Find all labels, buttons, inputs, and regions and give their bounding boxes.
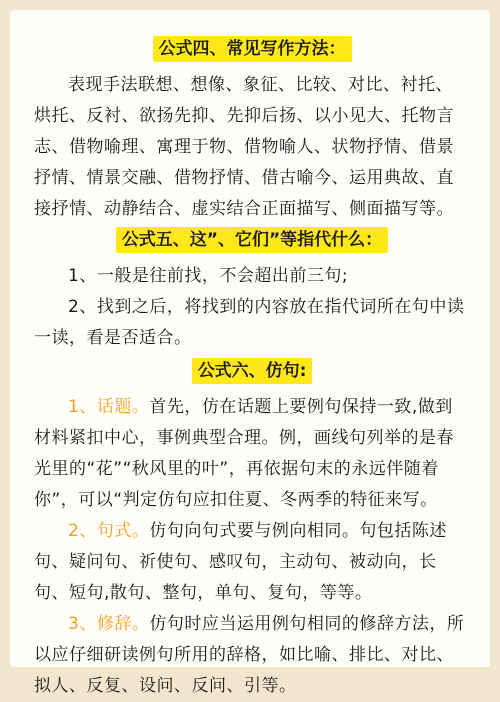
section5-item-1: 1、一般是往前找，不会超出前三句; — [68, 266, 349, 286]
section6-item-3 — [34, 609, 470, 702]
section6-item-3-text: 仿句时应当运用例句相同的修辞方法，所以应仔细研读例句所用的辞格，如比喻、排比、对比、拟人、反复、设问、反问、引等。 — [34, 614, 465, 696]
section4-heading: 公式四、常见写作方法： — [153, 36, 352, 62]
section6-heading-wrap — [34, 358, 470, 388]
section4-heading-wrap — [34, 36, 470, 66]
section5-item-2: 2、找到之后，将找到的内容放在指代词所在句中读一读，看是否适合。 — [34, 297, 465, 348]
document-page — [10, 10, 490, 696]
section6-item-2-text: 仿句向句式要与例向相同。句包括陈述句、疑问句、祈使句、感叹句，主动句、被动向，长句、短句,散句、整句，单句、复句，等等。 — [34, 521, 447, 603]
section5-heading-wrap — [34, 227, 470, 257]
section6-heading: 公式六、仿句: — [192, 358, 313, 384]
section6-item-2 — [34, 516, 470, 609]
section6-item-3-label: 3、修辞。 — [68, 614, 150, 634]
section5-heading: 公式五、这”、它们”等指代什么： — [116, 227, 388, 253]
section4-body: 表现手法联想、想像、象征、比较、对比、衬托、烘托、反衬、欲扬先抑、先抑后扬、以小见大、托物言志、借物喻理、寓理于物、借物喻人、状物抒情、借景抒情、情景交融、借物抒情、借古喻今、运用典故、直接抒情、动静结合、虚实结合正面描写、侧面描写等。 — [34, 75, 454, 219]
section6-item-2-label: 2、句式。 — [68, 521, 150, 541]
section6-list — [34, 392, 470, 702]
section6-item-1 — [34, 392, 470, 516]
section6-item-1-text: 首先，仿在话题上要例句保持一致,做到材料紧扣中心，事例典型合理。例，画线句列举的是春光里的“花”“秋风里的叶”，再依据句末的永远伴随着你”，可以“判定仿句应扣住夏、冬两季的特征来写。 — [34, 397, 454, 510]
section6-item-1-label: 1、话题。 — [68, 397, 150, 417]
section5-list — [34, 261, 470, 354]
